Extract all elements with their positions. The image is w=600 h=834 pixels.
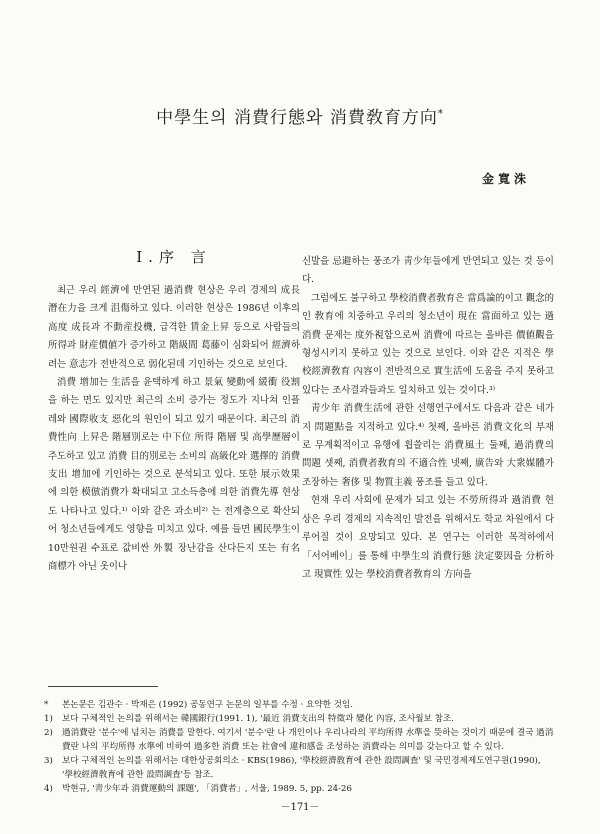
- footnote-mark: 3): [44, 756, 53, 766]
- footnote-mark: 2): [44, 728, 53, 738]
- footnote: [44, 754, 554, 782]
- footnote-mark: *: [44, 700, 49, 710]
- footnote: [44, 726, 554, 754]
- footnote-text: 보다 구체적인 논의를 위해서는 대한상공회의소 · KBS(1986), '學校經濟敎育에 관한 設問調査' 및 국민경제제도연구원(1990), '學校經濟敎育에 관한 設問調査'등 참조.: [62, 756, 541, 780]
- footnote: [44, 712, 554, 726]
- footnote: [44, 698, 554, 712]
- body-paragraph: 신발을 忌避하는 풍조가 靑少年들에게 만연되고 있는 것 등이다.: [302, 256, 554, 286]
- page-number: －171－: [280, 802, 320, 813]
- left-column: [48, 240, 300, 577]
- section-heading: [48, 240, 300, 274]
- author-name: 金寬洙: [481, 172, 530, 186]
- body-paragraph: 그럼에도 불구하고 學校消費者敎育은 當爲論的이고 觀念的인 敎育에 치중하고 우리의 청소년이 現在 當面하고 있는 過消費 문제는 度外視함으로써 消費에 따르는 올바른 價値觀을 형성시키지 못하고 있는 것으로 보인다. 이와 같은 지적은 學校經濟敎育 內容이 전반적으로 實生活에 도움을 주지 못하고 있다는 조사결과들과도 일치하고 있는 것이다.³⁾: [302, 292, 554, 396]
- section-title: 序 言: [158, 248, 212, 266]
- footnote-text: 박현규, '靑少年과 消費運動의 課題', 「消費者」, 서울, 1989. 5, pp. 24-26: [62, 784, 352, 794]
- footnote-text: 過消費란 '분수'에 넘치는 消費를 말한다. 여기서 '분수'란 나 개인이나 우리나라의 平均所得 水準을 뜻하는 것이기 때문에 결국 過消費란 나의 平均所得 水準에 비하여 過多한 消費 또는 社會에 違和感을 조성하는 消費라는 의미를 갖는다고 할 수 있다.: [62, 728, 554, 752]
- body-paragraph: 최근 우리 經濟에 만연된 過消費 현상은 우리 경제의 成長潛在力을 크게 沮傷하고 있다. 이러한 현상은 1986년 이후의 高度 成長과 不動産投機, 급격한 賃金上昇 등으로 사람들의 所得과 財産價値가 증가하고 階級間 葛藤이 심화되어 經濟하려는 意志가 전반적으로 弱化된데 기인하는 것으로 보인다.: [48, 285, 300, 370]
- footnote: [44, 782, 554, 796]
- footnote-text: 보다 구체적인 논의를 위해서는 韓國銀行(1991. 1), '最近 消費支出의 特徵과 變化 內容, 조사월보 참조.: [62, 714, 454, 724]
- body-paragraph: 현재 우리 사회에 문제가 되고 있는 不勞所得과 過消費 현상은 우리 경제의 지속적인 발전을 위해서도 학교 차원에서 다루어질 것이 요망되고 있다. 본 연구는 이러한 목적하에서 「서어베이」를 통해 中學生의 消費行態 決定要因을 分析하고 現實性 있는 學校消費者敎育의 方向을: [302, 495, 554, 580]
- section-number: Ⅰ.: [136, 248, 159, 266]
- paper-title: [0, 103, 600, 128]
- body-paragraph: 靑少年 消費生活에 관한 선행연구에서도 다음과 같은 네가지 問題點을 지적하고 있다.⁴⁾ 첫째, 올바른 消費文化의 부재로 무계획적이고 유행에 휩쓸리는 消費風土 둘째, 過消費의 問題 셋째, 消費者敎育의 不適合性 넷째, 廣告와 大衆媒體가 조장하는 奢侈 및 物質主義 풍조를 들고 있다.: [302, 403, 554, 488]
- footnote-divider: [48, 686, 158, 687]
- title-footnote-mark: *: [437, 108, 444, 120]
- paper-title-text: 中學生의 消費行態와 消費敎育方向: [156, 108, 438, 128]
- footnotes: [44, 698, 554, 796]
- body-paragraph: 消費 增加는 生活을 윤택하게 하고 景氣 變動에 緩衝 役割을 하는 면도 있지만 최근의 소비 증가는 정도가 지나쳐 인플레와 國際收支 惡化의 원인이 되고 있기 때문이다. 최근의 消費性向 上昇은 階層別로는 中下位 所得 階層 및 高學歷層이 주도하고 있고 消費 目的別로는 소비의 高級化와 選擇的 消費支出 增加에 기인하는 것으로 분석되고 있다. 또한 展示效果에 의한 模倣消費가 확대되고 고소득층에 의한 消費先導 현상도 나타나고 있다.¹⁾ 이와 같은 과소비²⁾ 는 전계층으로 확산되어 청소년들에게도 영향을 미치고 있다. 예를 들면 國民學生이 10만원권 수표로 값비싼 外製 장난감을 산다든지 또는 有名 商標가 아닌 옷이나: [48, 377, 300, 573]
- footnote-mark: 4): [44, 784, 53, 794]
- footnote-text: 본논문은 김관수 · 박재은 (1992) 공동연구 논문의 일부를 수정 · 요약한 것임.: [62, 700, 353, 710]
- right-column: [302, 253, 554, 584]
- footnote-mark: 1): [44, 714, 53, 724]
